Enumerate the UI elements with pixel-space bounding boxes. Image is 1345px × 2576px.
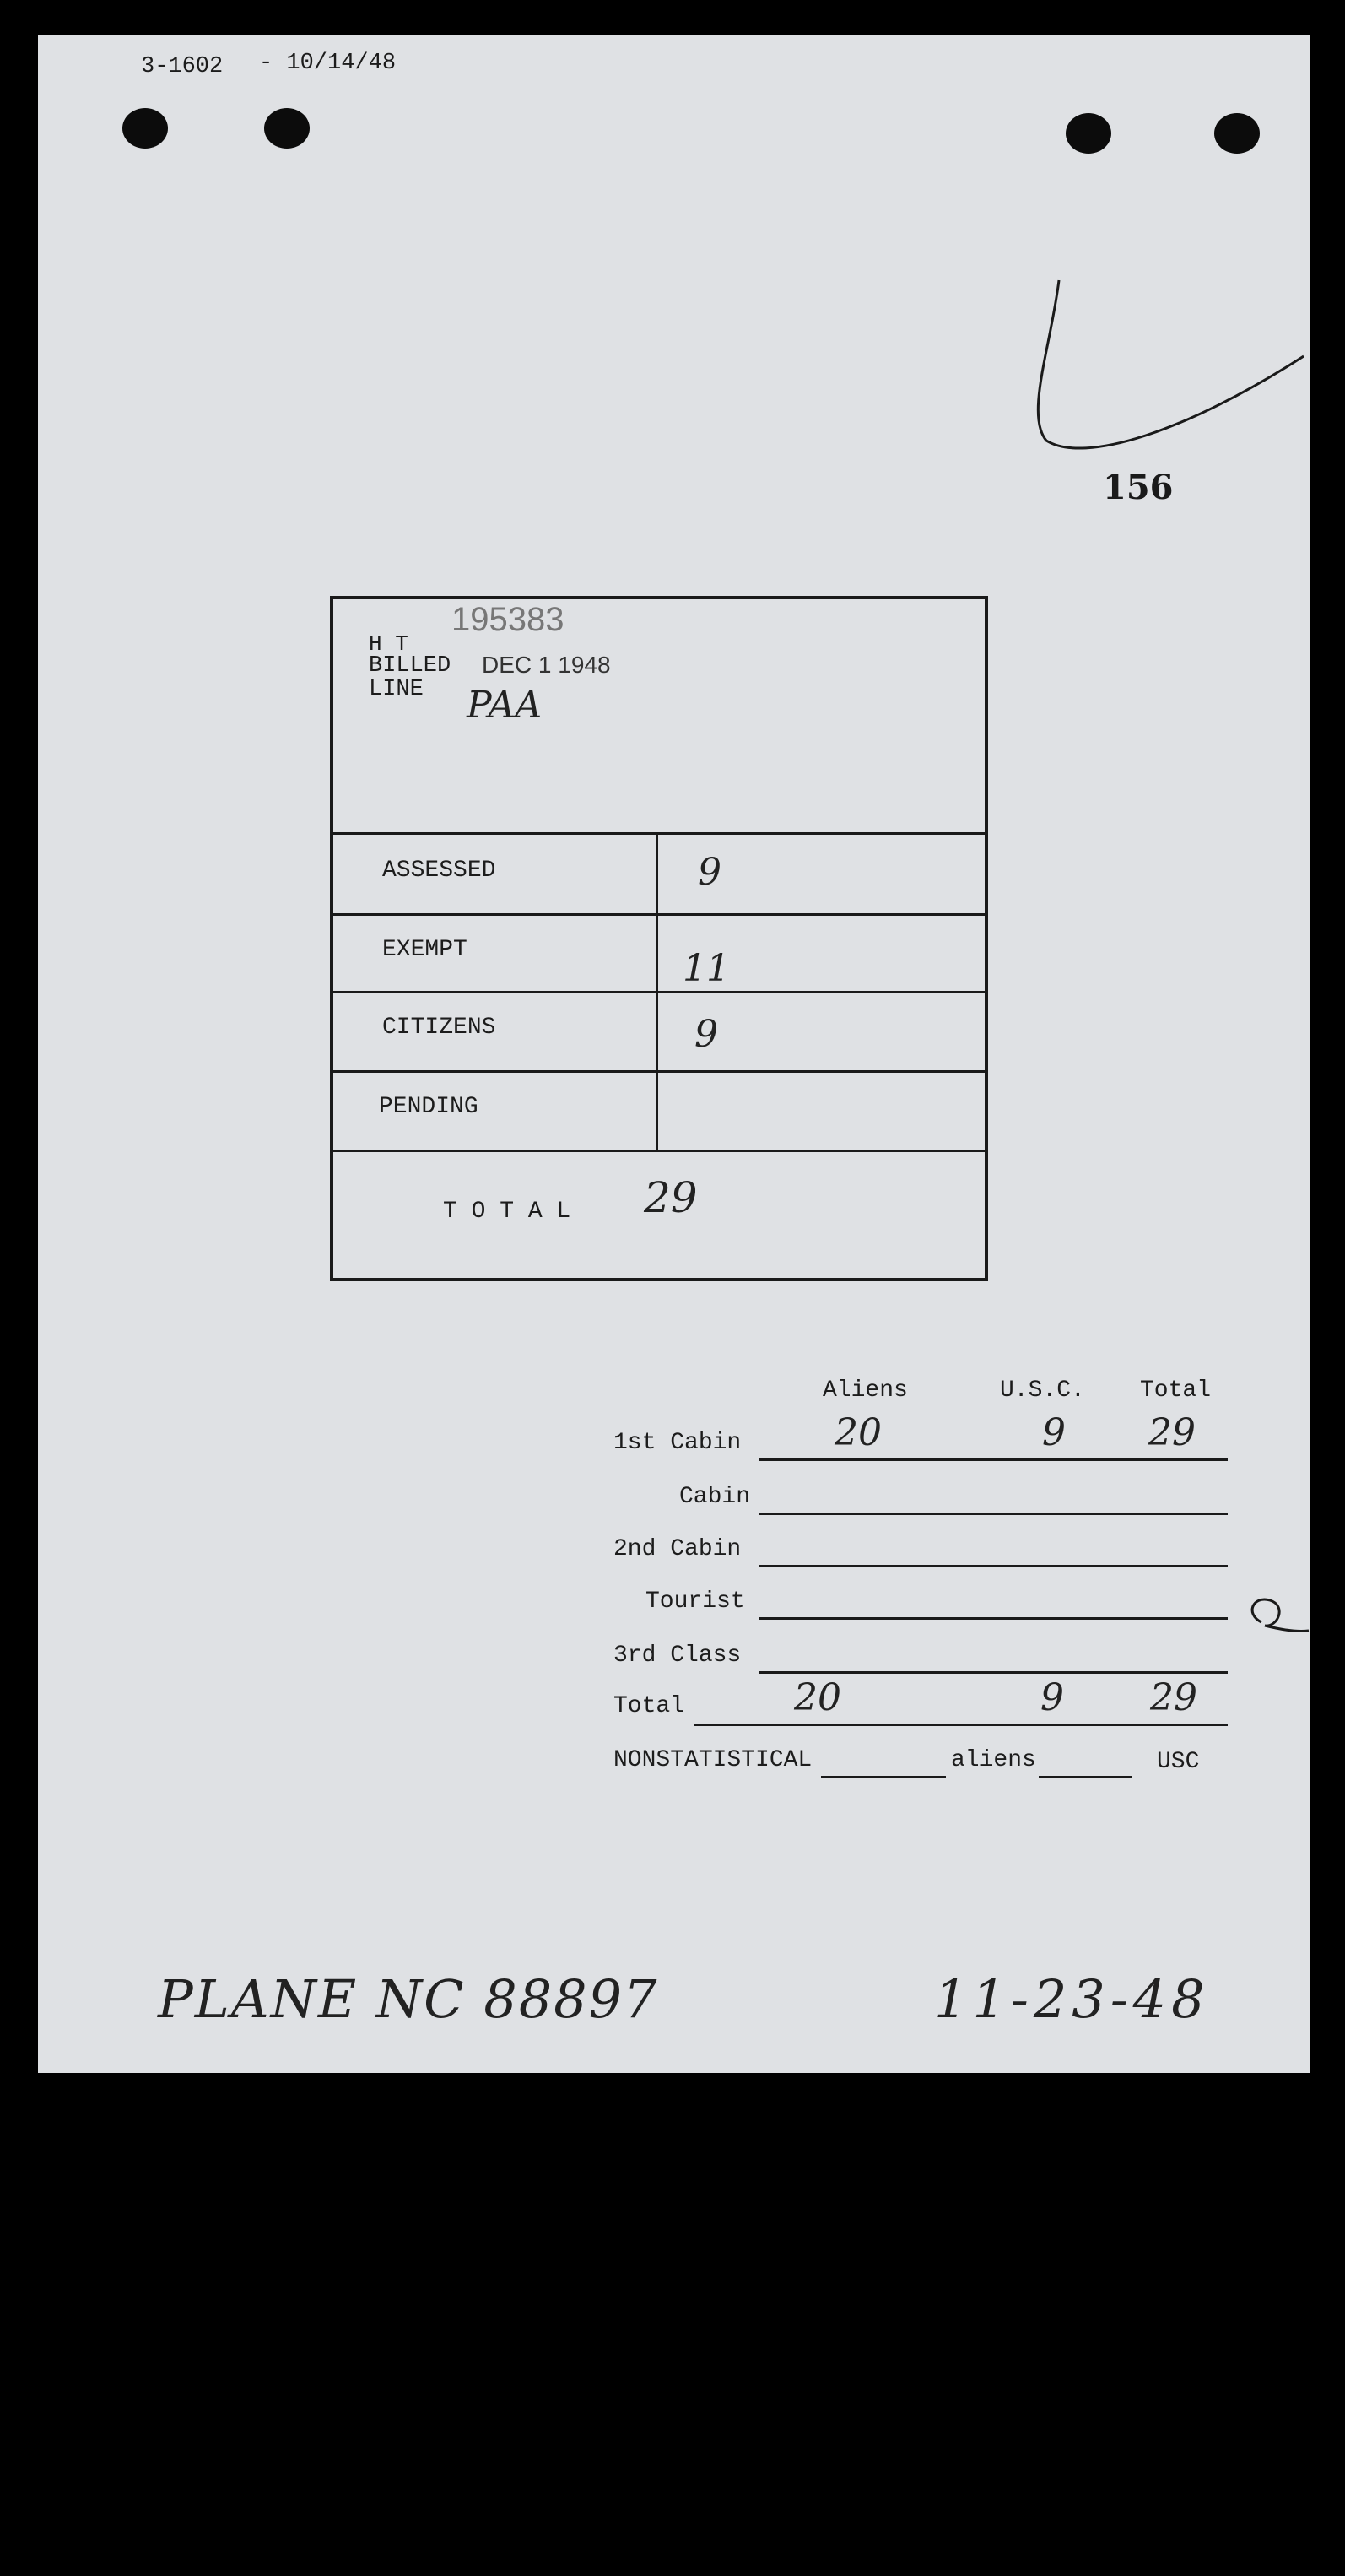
margin-mark-icon <box>1236 1588 1310 1648</box>
tally-row-label: 2nd Cabin <box>613 1536 742 1562</box>
total-label: T O T A L <box>443 1199 571 1225</box>
nonstatistical-label: NONSTATISTICAL <box>613 1747 813 1773</box>
tally-usc: 9 <box>1042 1411 1066 1454</box>
divider <box>333 1070 985 1073</box>
tally-usc: 9 <box>1040 1676 1064 1719</box>
punch-hole <box>122 108 168 149</box>
page-number: 156 <box>1103 468 1174 507</box>
tally-row-label: Cabin <box>679 1484 751 1510</box>
billed-label: BILLED <box>369 653 451 679</box>
row-label: PENDING <box>379 1094 478 1120</box>
tally-total: 29 <box>1150 1676 1197 1719</box>
billed-date: DEC 1 1948 <box>482 652 611 678</box>
punch-hole <box>264 108 310 149</box>
tally-row-label: Tourist <box>645 1588 745 1615</box>
total-value: 29 <box>644 1173 698 1222</box>
header-usc: U.S.C. <box>1000 1377 1085 1404</box>
line-value: PAA <box>467 684 543 727</box>
row-label: CITIZENS <box>382 1015 496 1041</box>
row-label: EXEMPT <box>382 937 467 963</box>
tally-row-label: 3rd Class <box>613 1642 742 1669</box>
row-value: 9 <box>698 851 721 894</box>
header-total: Total <box>1140 1377 1212 1404</box>
divider <box>333 1150 985 1152</box>
tally-row-label: 1st Cabin <box>613 1430 742 1456</box>
handwritten-date: 11-23-48 <box>934 1968 1210 2030</box>
divider <box>333 991 985 993</box>
stamp-serial: 195383 <box>451 601 564 638</box>
underline <box>759 1617 1228 1620</box>
form-code: 3-1602 <box>141 54 224 79</box>
tally-row-label: Total <box>613 1693 685 1719</box>
row-value: 9 <box>694 1013 718 1056</box>
usc-label: USC <box>1157 1749 1200 1775</box>
form-date: - 10/14/48 <box>259 51 397 76</box>
line-label: LINE <box>369 677 424 702</box>
underline <box>759 1671 1228 1674</box>
punch-hole <box>1066 113 1111 154</box>
document-page <box>38 35 1310 2073</box>
underline <box>759 1565 1228 1567</box>
divider <box>333 913 985 916</box>
underline <box>759 1513 1228 1515</box>
column-divider <box>656 832 658 1150</box>
row-label: ASSESSED <box>382 858 496 884</box>
ht-label: H T <box>369 631 408 657</box>
underline <box>759 1458 1228 1461</box>
aliens-label: aliens <box>951 1747 1036 1773</box>
row-value: 11 <box>683 947 730 990</box>
tally-aliens: 20 <box>794 1676 841 1719</box>
underline <box>1039 1776 1132 1778</box>
punch-hole <box>1214 113 1260 154</box>
tally-aliens: 20 <box>835 1411 882 1454</box>
underline <box>821 1776 946 1778</box>
header-aliens: Aliens <box>823 1377 908 1404</box>
divider <box>333 832 985 835</box>
check-mark-icon <box>966 238 1321 491</box>
assessment-stamp <box>330 596 988 1281</box>
tally-total: 29 <box>1148 1411 1196 1454</box>
plane-number: PLANE NC 88897 <box>158 1968 659 2030</box>
underline <box>694 1724 1228 1726</box>
